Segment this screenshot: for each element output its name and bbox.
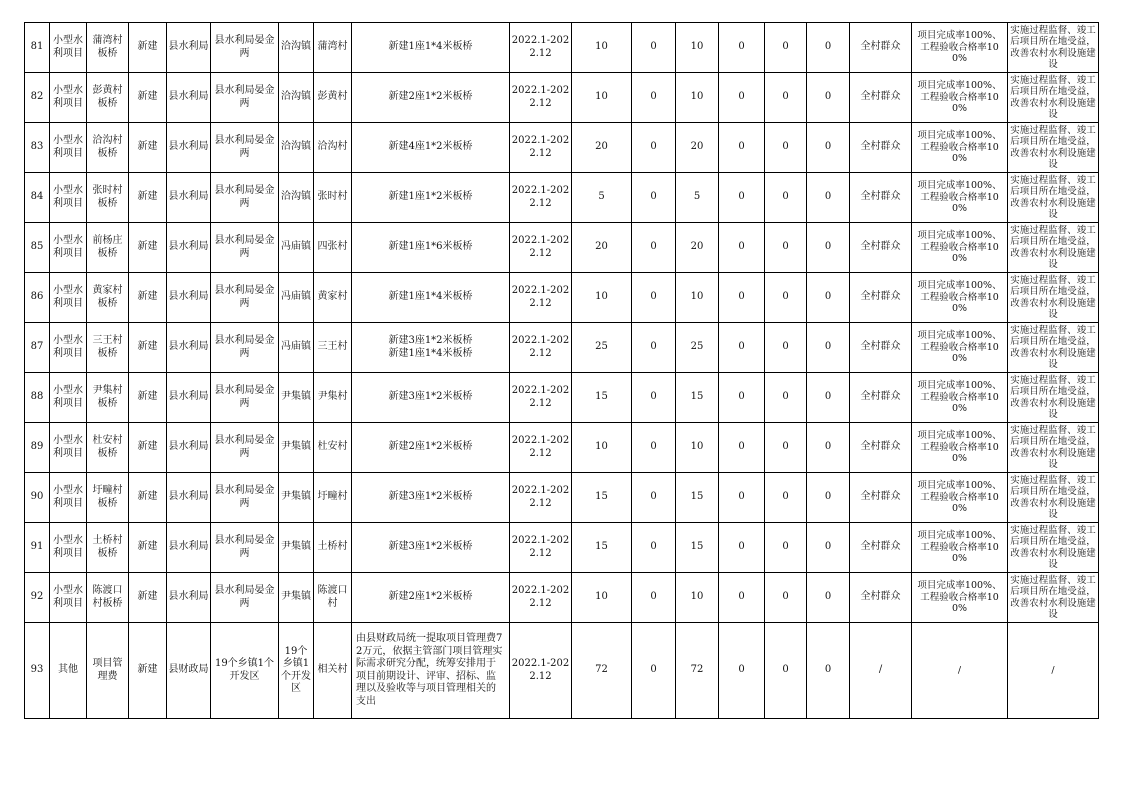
- fund-col-2-cell: 25: [676, 323, 719, 373]
- township-cell: 尹集镇: [279, 523, 314, 573]
- total-fund-cell: 20: [572, 223, 632, 273]
- implementation-period-cell: 2022.1-2022.12: [510, 373, 572, 423]
- fund-col-4-cell: 0: [765, 173, 807, 223]
- village-cell: 黄家村: [314, 273, 352, 323]
- implementation-period-cell: 2022.1-2022.12: [510, 23, 572, 73]
- fund-col-2-cell: 15: [676, 523, 719, 573]
- construction-nature-cell: 新建: [129, 623, 167, 719]
- table-row: [25, 223, 1099, 273]
- beneficiary-cell: 全村群众: [850, 323, 912, 373]
- fund-col-5-cell: 0: [807, 473, 850, 523]
- village-cell: 彭黄村: [314, 73, 352, 123]
- benefit-mechanism-cell: 实施过程监督、竣工后项目所在地受益，改善农村水利设施建设: [1008, 123, 1099, 173]
- construction-nature-cell: 新建: [129, 323, 167, 373]
- project-name-cell: 黄家村板桥: [87, 273, 129, 323]
- responsible-department-cell: 县水利局: [167, 173, 211, 223]
- fund-col-5-cell: 0: [807, 123, 850, 173]
- performance-target-cell: 项目完成率100%、工程验收合格率100%: [912, 123, 1008, 173]
- village-cell: 陈渡口村: [314, 573, 352, 623]
- fund-col-5-cell: 0: [807, 323, 850, 373]
- performance-target-cell: 项目完成率100%、工程验收合格率100%: [912, 473, 1008, 523]
- construction-nature-cell: 新建: [129, 223, 167, 273]
- fund-col-1-cell: 0: [632, 473, 676, 523]
- implementation-period-cell: 2022.1-2022.12: [510, 323, 572, 373]
- construction-nature-cell: 新建: [129, 473, 167, 523]
- project-type-cell: 小型水利项目: [50, 23, 87, 73]
- fund-col-2-cell: 15: [676, 473, 719, 523]
- fund-col-1-cell: 0: [632, 573, 676, 623]
- fund-col-2-cell: 15: [676, 373, 719, 423]
- benefit-mechanism-cell: 实施过程监督、竣工后项目所在地受益，改善农村水利设施建设: [1008, 23, 1099, 73]
- fund-col-1-cell: 0: [632, 73, 676, 123]
- table-row: [25, 323, 1099, 373]
- fund-col-4-cell: 0: [765, 573, 807, 623]
- village-cell: 圩疃村: [314, 473, 352, 523]
- responsible-person-cell: 县水利局晏金两: [211, 173, 279, 223]
- fund-col-1-cell: 0: [632, 323, 676, 373]
- total-fund-cell: 10: [572, 23, 632, 73]
- project-table: [24, 22, 1099, 719]
- row-number-cell: 92: [25, 573, 50, 623]
- benefit-mechanism-cell: 实施过程监督、竣工后项目所在地受益，改善农村水利设施建设: [1008, 73, 1099, 123]
- fund-col-1-cell: 0: [632, 523, 676, 573]
- responsible-department-cell: 县财政局: [167, 623, 211, 719]
- total-fund-cell: 10: [572, 273, 632, 323]
- township-cell: 洽沟镇: [279, 173, 314, 223]
- township-cell: 冯庙镇: [279, 273, 314, 323]
- total-fund-cell: 25: [572, 323, 632, 373]
- row-number-cell: 86: [25, 273, 50, 323]
- construction-content-cell: 新建1座1*2米板桥: [352, 173, 510, 223]
- responsible-person-cell: 县水利局晏金两: [211, 573, 279, 623]
- fund-col-5-cell: 0: [807, 423, 850, 473]
- construction-nature-cell: 新建: [129, 23, 167, 73]
- row-number-cell: 82: [25, 73, 50, 123]
- benefit-mechanism-cell: 实施过程监督、竣工后项目所在地受益，改善农村水利设施建设: [1008, 173, 1099, 223]
- performance-target-cell: 项目完成率100%、工程验收合格率100%: [912, 23, 1008, 73]
- fund-col-1-cell: 0: [632, 423, 676, 473]
- total-fund-cell: 10: [572, 73, 632, 123]
- total-fund-cell: 72: [572, 623, 632, 719]
- fund-col-3-cell: 0: [719, 123, 765, 173]
- fund-col-5-cell: 0: [807, 73, 850, 123]
- construction-content-cell: 新建2座1*2米板桥: [352, 573, 510, 623]
- project-name-cell: 洽沟村板桥: [87, 123, 129, 173]
- implementation-period-cell: 2022.1-2022.12: [510, 423, 572, 473]
- beneficiary-cell: 全村群众: [850, 573, 912, 623]
- row-number-cell: 85: [25, 223, 50, 273]
- project-name-cell: 张时村板桥: [87, 173, 129, 223]
- beneficiary-cell: 全村群众: [850, 73, 912, 123]
- row-number-cell: 81: [25, 23, 50, 73]
- village-cell: 四张村: [314, 223, 352, 273]
- table-row: [25, 473, 1099, 523]
- beneficiary-cell: 全村群众: [850, 473, 912, 523]
- table-row: [25, 523, 1099, 573]
- project-name-cell: 尹集村板桥: [87, 373, 129, 423]
- village-cell: 杜安村: [314, 423, 352, 473]
- fund-col-1-cell: 0: [632, 123, 676, 173]
- project-type-cell: 小型水利项目: [50, 323, 87, 373]
- benefit-mechanism-cell: 实施过程监督、竣工后项目所在地受益，改善农村水利设施建设: [1008, 523, 1099, 573]
- fund-col-4-cell: 0: [765, 123, 807, 173]
- construction-content-cell: 新建2座1*2米板桥: [352, 423, 510, 473]
- fund-col-1-cell: 0: [632, 273, 676, 323]
- fund-col-1-cell: 0: [632, 173, 676, 223]
- benefit-mechanism-cell: 实施过程监督、竣工后项目所在地受益，改善农村水利设施建设: [1008, 273, 1099, 323]
- responsible-person-cell: 县水利局晏金两: [211, 523, 279, 573]
- row-number-cell: 84: [25, 173, 50, 223]
- fund-col-5-cell: 0: [807, 173, 850, 223]
- project-name-cell: 蒲湾村板桥: [87, 23, 129, 73]
- fund-col-3-cell: 0: [719, 373, 765, 423]
- fund-col-3-cell: 0: [719, 73, 765, 123]
- fund-col-3-cell: 0: [719, 573, 765, 623]
- responsible-person-cell: 县水利局晏金两: [211, 123, 279, 173]
- fund-col-3-cell: 0: [719, 473, 765, 523]
- project-type-cell: 小型水利项目: [50, 423, 87, 473]
- row-number-cell: 91: [25, 523, 50, 573]
- table-row: [25, 123, 1099, 173]
- construction-content-cell: 新建4座1*2米板桥: [352, 123, 510, 173]
- village-cell: 土桥村: [314, 523, 352, 573]
- fund-col-5-cell: 0: [807, 223, 850, 273]
- fund-col-3-cell: 0: [719, 23, 765, 73]
- row-number-cell: 83: [25, 123, 50, 173]
- implementation-period-cell: 2022.1-2022.12: [510, 573, 572, 623]
- fund-col-1-cell: 0: [632, 23, 676, 73]
- project-type-cell: 小型水利项目: [50, 473, 87, 523]
- implementation-period-cell: 2022.1-2022.12: [510, 173, 572, 223]
- fund-col-4-cell: 0: [765, 423, 807, 473]
- beneficiary-cell: 全村群众: [850, 23, 912, 73]
- performance-target-cell: 项目完成率100%、工程验收合格率100%: [912, 73, 1008, 123]
- table-row: [25, 623, 1099, 719]
- project-name-cell: 土桥村板桥: [87, 523, 129, 573]
- benefit-mechanism-cell: 实施过程监督、竣工后项目所在地受益，改善农村水利设施建设: [1008, 423, 1099, 473]
- responsible-department-cell: 县水利局: [167, 373, 211, 423]
- fund-col-2-cell: 20: [676, 223, 719, 273]
- construction-content-cell: 新建1座1*6米板桥: [352, 223, 510, 273]
- performance-target-cell: 项目完成率100%、工程验收合格率100%: [912, 423, 1008, 473]
- township-cell: 19个乡镇1个开发区: [279, 623, 314, 719]
- fund-col-4-cell: 0: [765, 323, 807, 373]
- performance-target-cell: 项目完成率100%、工程验收合格率100%: [912, 523, 1008, 573]
- village-cell: 相关村: [314, 623, 352, 719]
- construction-nature-cell: 新建: [129, 573, 167, 623]
- project-type-cell: 小型水利项目: [50, 373, 87, 423]
- fund-col-3-cell: 0: [719, 223, 765, 273]
- fund-col-2-cell: 10: [676, 423, 719, 473]
- row-number-cell: 87: [25, 323, 50, 373]
- responsible-person-cell: 19个乡镇1个开发区: [211, 623, 279, 719]
- fund-col-3-cell: 0: [719, 423, 765, 473]
- implementation-period-cell: 2022.1-2022.12: [510, 273, 572, 323]
- benefit-mechanism-cell: 实施过程监督、竣工后项目所在地受益，改善农村水利设施建设: [1008, 223, 1099, 273]
- responsible-department-cell: 县水利局: [167, 423, 211, 473]
- row-number-cell: 90: [25, 473, 50, 523]
- fund-col-2-cell: 10: [676, 573, 719, 623]
- fund-col-2-cell: 10: [676, 73, 719, 123]
- township-cell: 尹集镇: [279, 423, 314, 473]
- total-fund-cell: 20: [572, 123, 632, 173]
- township-cell: 冯庙镇: [279, 223, 314, 273]
- fund-col-5-cell: 0: [807, 523, 850, 573]
- responsible-department-cell: 县水利局: [167, 23, 211, 73]
- performance-target-cell: /: [912, 623, 1008, 719]
- fund-col-1-cell: 0: [632, 623, 676, 719]
- fund-col-4-cell: 0: [765, 473, 807, 523]
- row-number-cell: 93: [25, 623, 50, 719]
- fund-col-4-cell: 0: [765, 623, 807, 719]
- project-type-cell: 小型水利项目: [50, 273, 87, 323]
- implementation-period-cell: 2022.1-2022.12: [510, 473, 572, 523]
- project-type-cell: 小型水利项目: [50, 223, 87, 273]
- fund-col-4-cell: 0: [765, 73, 807, 123]
- construction-content-cell: 由县财政局统一提取项目管理费72万元，依据主管部门项目管理实际需求研究分配，统筹安排用于项目前期设计、评审、招标、监理以及验收等与项目管理相关的支出: [352, 623, 510, 719]
- responsible-department-cell: 县水利局: [167, 223, 211, 273]
- fund-col-2-cell: 5: [676, 173, 719, 223]
- responsible-person-cell: 县水利局晏金两: [211, 323, 279, 373]
- construction-content-cell: 新建3座1*2米板桥: [352, 373, 510, 423]
- construction-nature-cell: 新建: [129, 73, 167, 123]
- fund-col-2-cell: 10: [676, 23, 719, 73]
- village-cell: 张时村: [314, 173, 352, 223]
- fund-col-5-cell: 0: [807, 373, 850, 423]
- fund-col-3-cell: 0: [719, 623, 765, 719]
- construction-content-cell: 新建3座1*2米板桥: [352, 473, 510, 523]
- fund-col-1-cell: 0: [632, 223, 676, 273]
- construction-nature-cell: 新建: [129, 123, 167, 173]
- table-row: [25, 73, 1099, 123]
- township-cell: 冯庙镇: [279, 323, 314, 373]
- township-cell: 尹集镇: [279, 573, 314, 623]
- township-cell: 洽沟镇: [279, 73, 314, 123]
- project-type-cell: 其他: [50, 623, 87, 719]
- construction-nature-cell: 新建: [129, 273, 167, 323]
- fund-col-4-cell: 0: [765, 23, 807, 73]
- fund-col-3-cell: 0: [719, 323, 765, 373]
- responsible-department-cell: 县水利局: [167, 73, 211, 123]
- project-name-cell: 项目管理费: [87, 623, 129, 719]
- project-name-cell: 圩疃村板桥: [87, 473, 129, 523]
- responsible-person-cell: 县水利局晏金两: [211, 373, 279, 423]
- responsible-department-cell: 县水利局: [167, 573, 211, 623]
- responsible-department-cell: 县水利局: [167, 523, 211, 573]
- fund-col-5-cell: 0: [807, 623, 850, 719]
- total-fund-cell: 15: [572, 473, 632, 523]
- implementation-period-cell: 2022.1-2022.12: [510, 123, 572, 173]
- village-cell: 三王村: [314, 323, 352, 373]
- responsible-person-cell: 县水利局晏金两: [211, 273, 279, 323]
- village-cell: 尹集村: [314, 373, 352, 423]
- project-type-cell: 小型水利项目: [50, 573, 87, 623]
- implementation-period-cell: 2022.1-2022.12: [510, 523, 572, 573]
- village-cell: 洽沟村: [314, 123, 352, 173]
- responsible-department-cell: 县水利局: [167, 123, 211, 173]
- benefit-mechanism-cell: 实施过程监督、竣工后项目所在地受益，改善农村水利设施建设: [1008, 473, 1099, 523]
- project-type-cell: 小型水利项目: [50, 73, 87, 123]
- performance-target-cell: 项目完成率100%、工程验收合格率100%: [912, 373, 1008, 423]
- beneficiary-cell: 全村群众: [850, 523, 912, 573]
- beneficiary-cell: /: [850, 623, 912, 719]
- performance-target-cell: 项目完成率100%、工程验收合格率100%: [912, 273, 1008, 323]
- responsible-person-cell: 县水利局晏金两: [211, 473, 279, 523]
- project-name-cell: 杜安村板桥: [87, 423, 129, 473]
- fund-col-4-cell: 0: [765, 523, 807, 573]
- construction-nature-cell: 新建: [129, 523, 167, 573]
- table-row: [25, 23, 1099, 73]
- table-row: [25, 273, 1099, 323]
- fund-col-4-cell: 0: [765, 273, 807, 323]
- project-name-cell: 前杨庄板桥: [87, 223, 129, 273]
- row-number-cell: 88: [25, 373, 50, 423]
- implementation-period-cell: 2022.1-2022.12: [510, 623, 572, 719]
- fund-col-3-cell: 0: [719, 273, 765, 323]
- benefit-mechanism-cell: 实施过程监督、竣工后项目所在地受益，改善农村水利设施建设: [1008, 573, 1099, 623]
- beneficiary-cell: 全村群众: [850, 423, 912, 473]
- project-type-cell: 小型水利项目: [50, 123, 87, 173]
- construction-nature-cell: 新建: [129, 423, 167, 473]
- construction-content-cell: 新建3座1*2米板桥 新建1座1*4米板桥: [352, 323, 510, 373]
- responsible-department-cell: 县水利局: [167, 473, 211, 523]
- table-row: [25, 573, 1099, 623]
- project-name-cell: 陈渡口村板桥: [87, 573, 129, 623]
- fund-col-2-cell: 10: [676, 273, 719, 323]
- responsible-department-cell: 县水利局: [167, 323, 211, 373]
- table-row: [25, 373, 1099, 423]
- implementation-period-cell: 2022.1-2022.12: [510, 73, 572, 123]
- performance-target-cell: 项目完成率100%、工程验收合格率100%: [912, 573, 1008, 623]
- township-cell: 尹集镇: [279, 473, 314, 523]
- fund-col-3-cell: 0: [719, 173, 765, 223]
- performance-target-cell: 项目完成率100%、工程验收合格率100%: [912, 223, 1008, 273]
- beneficiary-cell: 全村群众: [850, 223, 912, 273]
- responsible-person-cell: 县水利局晏金两: [211, 423, 279, 473]
- responsible-department-cell: 县水利局: [167, 273, 211, 323]
- benefit-mechanism-cell: /: [1008, 623, 1099, 719]
- fund-col-5-cell: 0: [807, 23, 850, 73]
- total-fund-cell: 15: [572, 523, 632, 573]
- fund-col-3-cell: 0: [719, 523, 765, 573]
- construction-content-cell: 新建1座1*4米板桥: [352, 273, 510, 323]
- responsible-person-cell: 县水利局晏金两: [211, 23, 279, 73]
- total-fund-cell: 10: [572, 423, 632, 473]
- table-body: [25, 23, 1099, 719]
- project-type-cell: 小型水利项目: [50, 173, 87, 223]
- fund-col-2-cell: 72: [676, 623, 719, 719]
- township-cell: 尹集镇: [279, 373, 314, 423]
- project-name-cell: 彭黄村板桥: [87, 73, 129, 123]
- table-row: [25, 173, 1099, 223]
- township-cell: 洽沟镇: [279, 23, 314, 73]
- implementation-period-cell: 2022.1-2022.12: [510, 223, 572, 273]
- benefit-mechanism-cell: 实施过程监督、竣工后项目所在地受益，改善农村水利设施建设: [1008, 323, 1099, 373]
- construction-content-cell: 新建3座1*2米板桥: [352, 523, 510, 573]
- row-number-cell: 89: [25, 423, 50, 473]
- construction-content-cell: 新建2座1*2米板桥: [352, 73, 510, 123]
- fund-col-5-cell: 0: [807, 273, 850, 323]
- fund-col-4-cell: 0: [765, 223, 807, 273]
- beneficiary-cell: 全村群众: [850, 123, 912, 173]
- project-type-cell: 小型水利项目: [50, 523, 87, 573]
- village-cell: 蒲湾村: [314, 23, 352, 73]
- total-fund-cell: 10: [572, 573, 632, 623]
- fund-col-1-cell: 0: [632, 373, 676, 423]
- beneficiary-cell: 全村群众: [850, 273, 912, 323]
- performance-target-cell: 项目完成率100%、工程验收合格率100%: [912, 173, 1008, 223]
- beneficiary-cell: 全村群众: [850, 373, 912, 423]
- total-fund-cell: 5: [572, 173, 632, 223]
- table-row: [25, 423, 1099, 473]
- responsible-person-cell: 县水利局晏金两: [211, 223, 279, 273]
- total-fund-cell: 15: [572, 373, 632, 423]
- fund-col-5-cell: 0: [807, 573, 850, 623]
- project-name-cell: 三王村板桥: [87, 323, 129, 373]
- construction-nature-cell: 新建: [129, 173, 167, 223]
- construction-nature-cell: 新建: [129, 373, 167, 423]
- beneficiary-cell: 全村群众: [850, 173, 912, 223]
- performance-target-cell: 项目完成率100%、工程验收合格率100%: [912, 323, 1008, 373]
- responsible-person-cell: 县水利局晏金两: [211, 73, 279, 123]
- benefit-mechanism-cell: 实施过程监督、竣工后项目所在地受益，改善农村水利设施建设: [1008, 373, 1099, 423]
- township-cell: 洽沟镇: [279, 123, 314, 173]
- fund-col-4-cell: 0: [765, 373, 807, 423]
- fund-col-2-cell: 20: [676, 123, 719, 173]
- construction-content-cell: 新建1座1*4米板桥: [352, 23, 510, 73]
